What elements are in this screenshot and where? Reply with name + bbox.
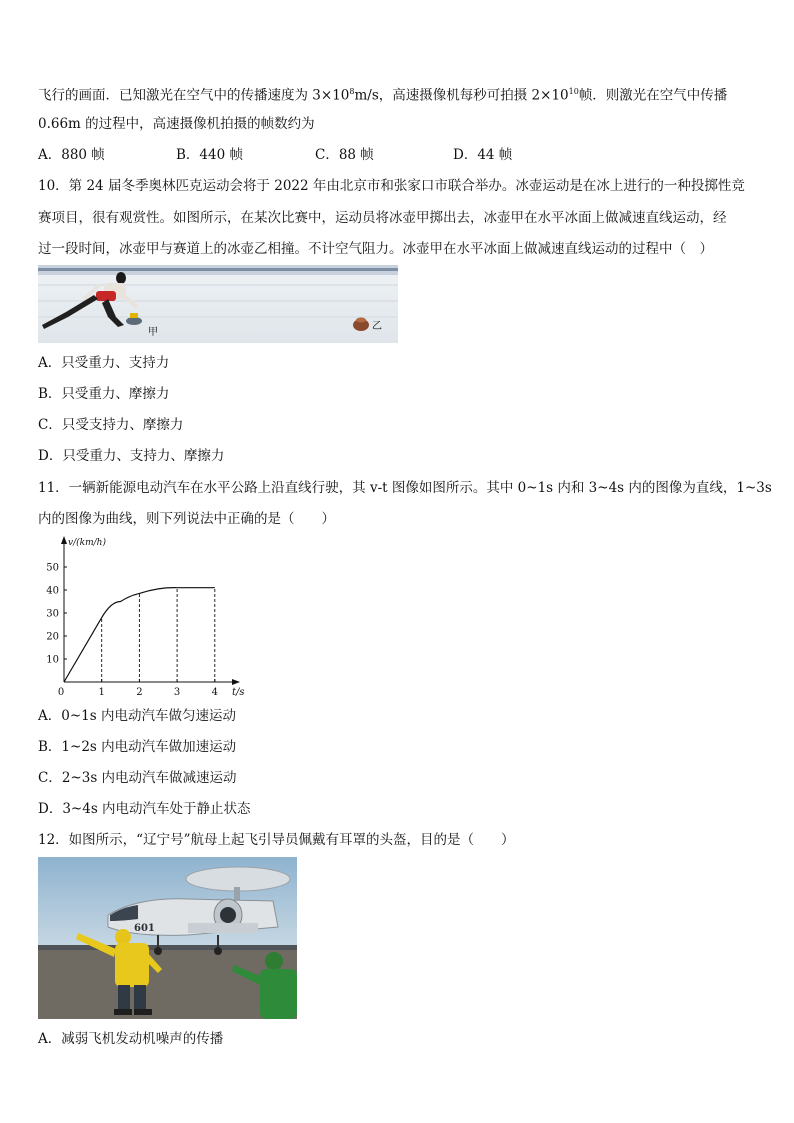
q9-line-2: 0.66m 的过程中，高速摄像机拍摄的帧数约为	[38, 116, 315, 132]
x-axis-arrow	[232, 679, 240, 685]
y-tick-label: 50	[46, 562, 59, 574]
x-tick-label: 3	[173, 687, 181, 698]
x-tick-label: 4	[211, 687, 218, 698]
q10-line-2: 赛项目，很有观赏性。如图所示，在某次比赛中，运动员将冰壶甲掷出去，冰壶甲在水平冰面上做减速直线运动，经	[38, 210, 727, 226]
deck-edge	[38, 945, 297, 950]
ice-surface	[38, 265, 398, 343]
label-jia: 甲	[148, 327, 158, 338]
q10-option-d: D．只受重力、支持力、摩擦力	[38, 448, 225, 464]
q11-line-2: 内的图像为曲线，则下列说法中正确的是（ ）	[38, 511, 335, 527]
q9-line-1: 飞行的画面．已知激光在空气中的传播速度为 $3\times 10^8m/s$，高速摄像机每秒可拍摄 $2\times 10^{10}$帧．则激光在空气中传播	[38, 87, 728, 104]
q9-option-d: D．44 帧	[453, 147, 513, 163]
y-axis-arrow	[61, 536, 67, 544]
q10-option-b: B．只受重力、摩擦力	[38, 386, 170, 402]
q10-option-a: A．只受重力、支持力	[38, 355, 170, 371]
chart-x-axis-label: t/s	[232, 687, 245, 698]
x-tick-label: 2	[136, 687, 143, 698]
q12-option-a: A．减弱飞机发动机噪声的传播	[38, 1031, 224, 1047]
q11-option-b: B．1~2s 内电动汽车做加速运动	[38, 739, 237, 755]
y-tick-label: 30	[46, 608, 59, 620]
y-tick-label: 20	[46, 631, 59, 643]
q11-option-d: D．3~4s 内电动汽车处于静止状态	[38, 801, 251, 817]
q9-option-b: B．440 帧	[176, 147, 243, 163]
vt-chart	[38, 532, 258, 698]
q12-line-1: 12．如图所示，“辽宁号”航母上起飞引导员佩戴有耳罩的头盔，目的是（ ）	[38, 832, 515, 848]
q11-option-c: C．2~3s 内电动汽车做减速运动	[38, 770, 237, 786]
q10-line-3: 过一段时间，冰壶甲与赛道上的冰壶乙相撞。不计空气阻力。冰壶甲在水平冰面上做减速直线运动的过程中（ ）	[38, 241, 713, 257]
plane-number: 601	[134, 923, 155, 934]
q10-line-1: 10．第 24 届冬季奥林匹克运动会将于 2022 年由北京市和张家口市联合举办。冰壶运动是在冰上进行的一种投掷性竞	[38, 178, 745, 194]
label-yi: 乙	[372, 321, 382, 332]
carrier-illustration	[38, 857, 297, 1019]
q11-line-1: 11．一辆新能源电动汽车在水平公路上沿直线行驶，其 v-t 图像如图所示。其中 0~1s 内和 3~4s 内的图像为直线，1~3s	[38, 480, 772, 496]
curling-photo	[38, 265, 398, 343]
chart-y-axis-label: v/(km/h)	[68, 538, 106, 548]
x-tick-label: 1	[98, 687, 105, 698]
carrier-photo	[38, 857, 297, 1019]
x-tick-label: 0	[57, 687, 65, 698]
chart-ticks	[46, 563, 218, 699]
wall-stripe	[38, 268, 398, 271]
q9-option-c: C．88 帧	[315, 147, 374, 163]
q11-option-a: A．0~1s 内电动汽车做匀速运动	[38, 708, 236, 724]
y-tick-label: 40	[46, 585, 59, 597]
curling-illustration	[38, 265, 398, 343]
chart-axes	[61, 536, 240, 685]
y-tick-label: 10	[46, 654, 59, 666]
q10-option-c: C．只受支持力、摩擦力	[38, 417, 184, 433]
q9-option-a: A．880 帧	[38, 147, 105, 163]
